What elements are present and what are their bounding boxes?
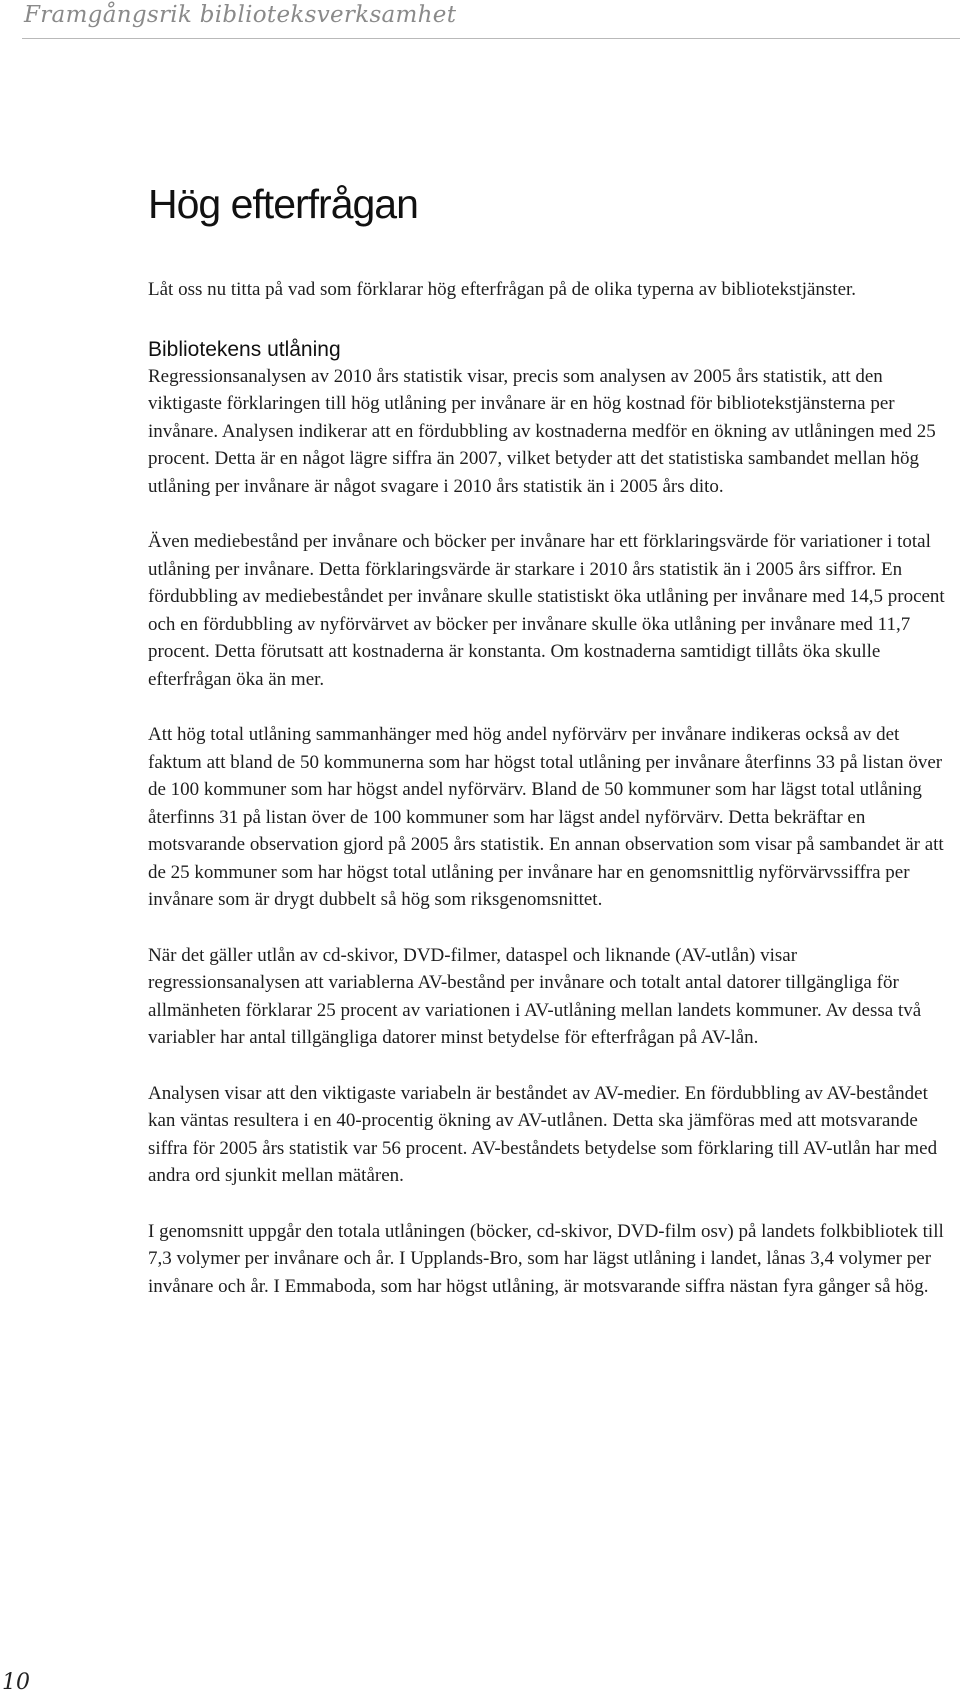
running-header: Framgångsrik biblioteksverksamhet	[24, 2, 457, 28]
section-heading: Bibliotekens utlåning	[148, 337, 341, 361]
paragraph-6: I genomsnitt uppgår den totala utlåningen (böcker, cd-skivor, DVD-film osv) på landets folkbibliotek till 7,3 volymer per invånare och år. I Upplands-Bro, som har lägst utlåning i landet, lånas 3,4 volymer per invånare och år. I Emmaboda, som har högst utlåning, är motsvarande siffra nästan fyra gånger så hög.	[148, 1220, 944, 1297]
paragraph-4: När det gäller utlån av cd-skivor, DVD-filmer, dataspel och liknande (AV-utlån) visar regressionsanalysen att variablerna AV-bestånd per invånare och totalt antal datorer tillgängliga för allmänheten förklarar 25 procent av variationen i AV-utlåning mellan landets kommuner. Av dessa två variabler har antal tillgängliga datorer minst betydelse för efterfrågan på AV-lån.	[148, 944, 922, 1048]
paragraph-5: Analysen visar att den viktigaste variabeln är beståndet av AV-medier. En fördubbling av AV-beståndet kan väntas resultera i en 40-procentig ökning av AV-utlånen. Detta ska jämföras med att motsvarande siffra för 2005 års statistik var 56 procent. AV-beståndets betydelse som förklaring till AV-utlån har med andra ord sjunkit mellan mätåren.	[148, 1082, 938, 1186]
page-title: Hög efterfrågan	[148, 181, 418, 227]
paragraph-2: Även mediebestånd per invånare och böcker per invånare har ett förklaringsvärde för variationer i total utlåning per invånare. Detta förklaringsvärde är starkare i 2010 års statistik än i 2005 års siffror. En fördubbling av mediebeståndet per invånare skulle statistiskt öka utlåning per invånare med 14,5 procent och en fördubbling av nyförvärvet av böcker per invånare skulle öka utlåning per invånare med 11,7 procent. Detta förutsatt att kostnaderna är konstanta. Om kostnaderna samtidigt tillåts öka skulle efterfrågan öka än mer.	[148, 531, 945, 690]
paragraph-1: Regressionsanalysen av 2010 års statistik visar, precis som analysen av 2005 års statistik, att den viktigaste förklaringen till hög utlåning per invånare är en hög kostnad för bibliotekstjänsterna per invånare. Analysen indikerar att en fördubbling av kostnaderna medför en ökning av utlåningen med 25 procent. Detta är en något lägre siffra än 2007, vilket betyder att det statistiska sambandet mellan hög utlåning per invånare är något svagare i 2010 års statistik än i 2005 års dito.	[148, 365, 936, 497]
header-divider	[22, 38, 960, 39]
article-body	[148, 178, 948, 1300]
intro-paragraph: Låt oss nu titta på vad som förklarar hög efterfrågan på de olika typerna av bibliotekstjänster.	[148, 279, 857, 300]
page-number: 10	[2, 1670, 30, 1695]
paragraph-3: Att hög total utlåning sammanhänger med hög andel nyförvärv per invånare indikeras också av det faktum att bland de 50 kommunerna som har högst total utlåning per invånare återfinns 33 på listan över de 100 kommuner som har högst andel nyförvärv. Bland de 50 kommuner som har lägst total utlåning återfinns 31 på listan över de 100 kommuner som har lägst andel nyförvärv. Detta bekräftar en motsvarande observation gjord på 2005 års statistik. En annan observation som visar på sambandet är att de 25 kommuner som har högst total utlåning per invånare har en genomsnittlig nyförvärvssiffra per invånare som är drygt dubbelt så hög som riksgenomsnittet.	[148, 724, 944, 910]
